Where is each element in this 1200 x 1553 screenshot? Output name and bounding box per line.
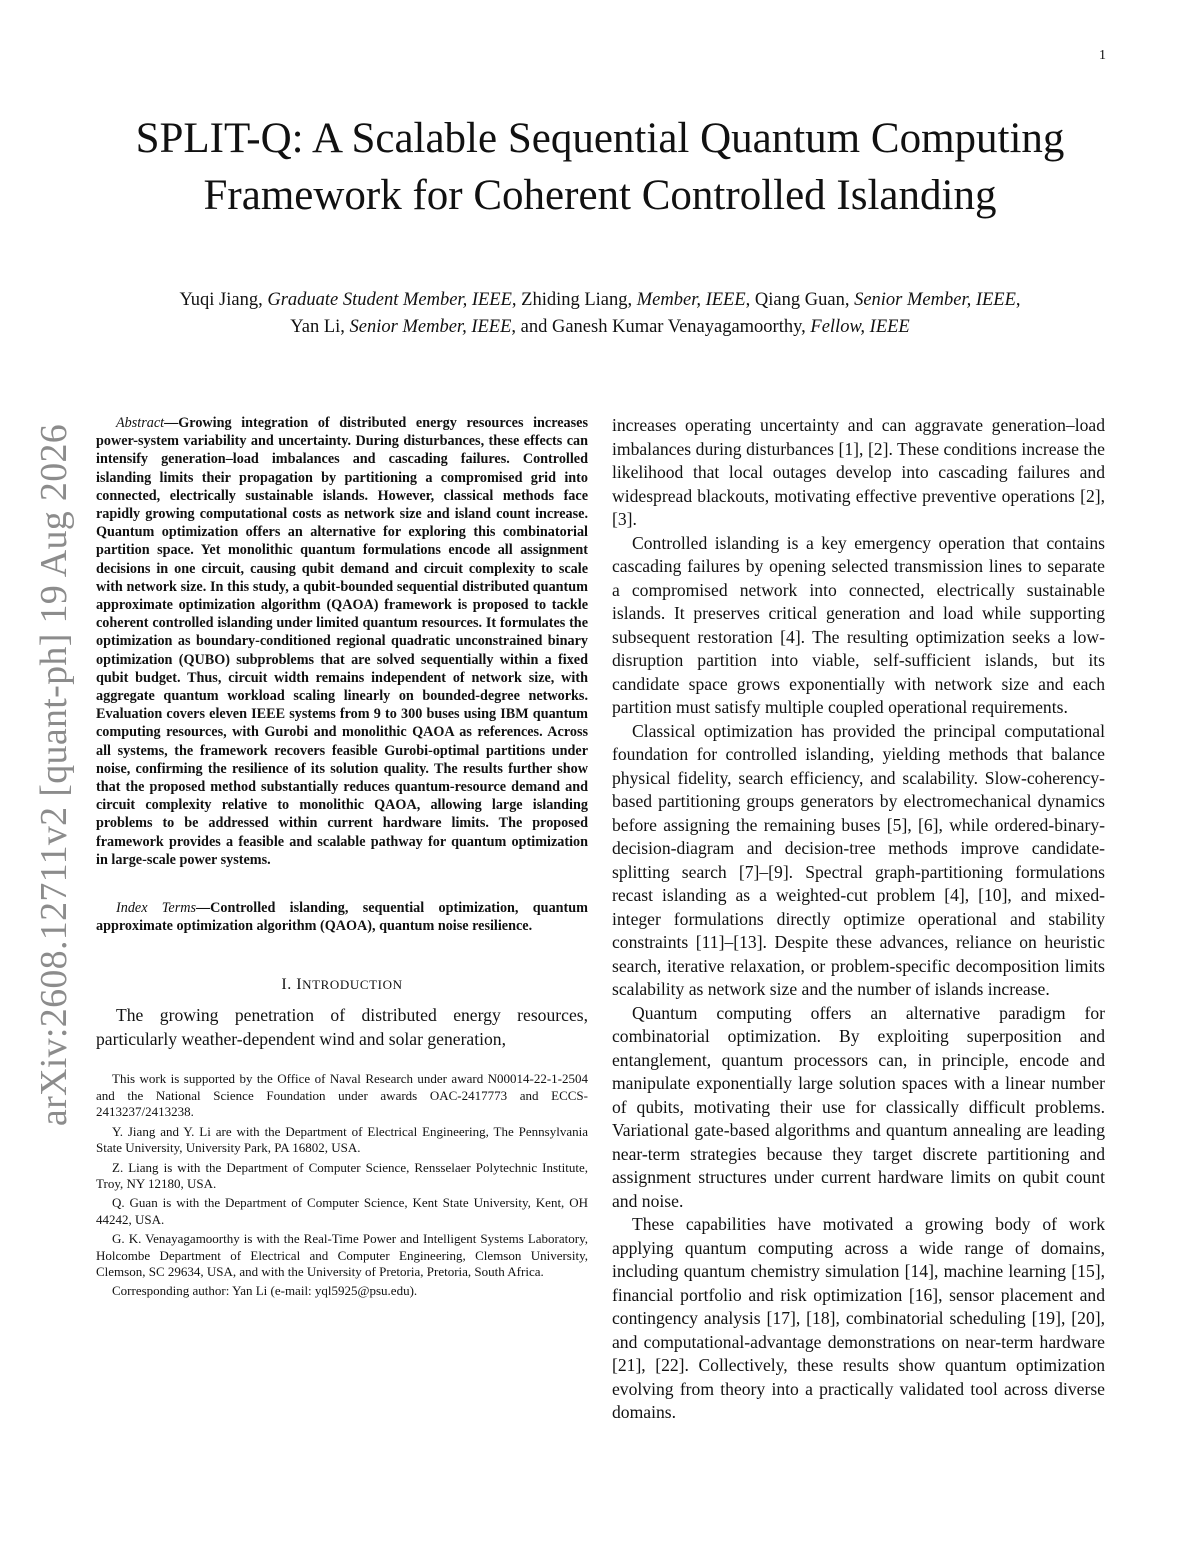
abstract-dash: — bbox=[164, 415, 179, 431]
body-paragraph: Controlled islanding is a key emergency operation that contains cascading failures by opening selected transmission lines to separate a compromised network into connected, electrically sustainable islands. It preserves critical generation and load while supporting subsequent restoration [4]. The resulting optimization seeks a low-disruption partition into viable, self-sufficient islands, but its candidate space grows exponentially with network size and each partition must satisfy multiple coupled operational requirements. bbox=[612, 532, 1105, 717]
author-name: Ganesh Kumar Venayagamoorthy bbox=[551, 317, 802, 337]
body-paragraph: increases operating uncertainty and can aggravate generation–load imbalances during disturbances [1], [2]. These conditions increase the likelihood that local outages develop into cascading failures and widespread blackouts, motivating effective preventive operations [2], [3]. bbox=[612, 415, 1105, 529]
footnote-affiliation: G. K. Venayagamoorthy is with the Real-Time Power and Intelligent Systems Laboratory, Holcombe Department of Electrical and Computer Engineering, Clemson University, Clemson, SC 29634, USA, and with the University of Pretoria, Pretoria, South Africa. bbox=[96, 1231, 588, 1279]
author-name: Zhiding Liang bbox=[521, 290, 628, 310]
body-paragraph: These capabilities have motivated a growing body of work applying quantum computing across a wide range of domains, including quantum chemistry simulation [14], machine learning [15], financial portfolio and risk optimization [16], sensor placement and contingency analysis [17], [18], combinatorial scheduling [19], [20], and computational-advantage demonstrations on near-term hardware [21], [22]. Collectively, these results show quantum optimization evolving from theory into a practically validated tool across diverse domains. bbox=[612, 1214, 1105, 1422]
author-name: Qiang Guan bbox=[754, 290, 845, 310]
author-title: Senior Member, IEEE bbox=[854, 290, 1016, 310]
footnotes bbox=[96, 1071, 588, 1299]
abstract bbox=[96, 414, 588, 869]
section-number: I. bbox=[281, 976, 292, 994]
author-title: Fellow, IEEE bbox=[810, 317, 910, 337]
arxiv-stamp-text: arXiv:2608.12711v2 [quant-ph] 19 Aug 2026 bbox=[33, 423, 76, 1127]
footnote-affiliation: Z. Liang is with the Department of Computer Science, Rensselaer Polytechnic Institute, Troy, NY 12180, USA. bbox=[96, 1159, 588, 1191]
index-terms-lead: Index Terms bbox=[116, 900, 196, 917]
index-terms-text: Controlled islanding, sequential optimization, quantum approximate optimization algorithm (QAOA), quantum noise resilience. bbox=[96, 900, 588, 935]
author-separator: , bbox=[258, 290, 268, 310]
abstract-text: Growing integration of distributed energy resources increases power-system variability and uncertainty. During disturbances, these effects can intensify generation–load imbalances and cascading failures. Controlled islanding limits their propagation by partitioning a compromised grid into connected, electrically sustainable islands. However, classical methods face rapidly growing computational costs as network size and island count increase. Quantum optimization offers an alternative for exploring this combinatorial partition space. Yet monolithic quantum formulations encode all assignment decisions in one circuit, causing qubit demand and circuit complexity to scale with network size. In this study, a qubit-bounded sequential distributed quantum approximate optimization algorithm (QAOA) framework is proposed to tackle coherent controlled islanding under limited quantum resources. It formulates the optimization as boundary-conditioned regional quadratic unconstrained binary optimization (QUBO) subproblems that are solved sequentially within a fixed qubit budget. Thus, circuit width remains independent of network size, with aggregate quantum workload scaling linearly on bounded-degree networks. Evaluation covers eleven IEEE systems from 9 to 300 buses using IBM quantum computing resources, with Gurobi and monolithic QAOA as references. Across all systems, the framework recovers feasible Gurobi-optimal partitions under noise, confirming the resilience of its solution quality. The results further show that the proposed method substantially reduces quantum-resource demand and circuit complexity relative to monolithic QAOA, allowing large islanding problems to be addressed within current hardware limits. The proposed framework provides a feasible and scalable pathway for quantum optimization in large-scale power systems. bbox=[96, 415, 588, 868]
author-separator: , bbox=[511, 290, 522, 310]
footnote-corresponding-author: Corresponding author: Yan Li (e-mail: yql5925@psu.edu). bbox=[112, 1283, 418, 1299]
author-separator: , bbox=[745, 290, 755, 310]
author-separator: , bbox=[844, 290, 855, 310]
abstract-lead: Abstract bbox=[116, 415, 165, 431]
index-terms-dash: — bbox=[195, 900, 211, 917]
intro-paragraph: The growing penetration of distributed energy resources, particularly weather-dependent wind and solar generation, bbox=[96, 1005, 588, 1049]
footnote-funding: This work is supported by the Office of Naval Research under award N00014-22-1-2504 and the National Science Foundation under awards OAC-2417773 and ECCS-2413237/2413238. bbox=[96, 1071, 588, 1120]
paper-title: SPLIT-Q: A Scalable Sequential Quantum Computing Framework for Coherent Controlled Islanding bbox=[135, 115, 1065, 219]
author-separator: , bbox=[801, 317, 811, 337]
author-separator: , bbox=[627, 290, 637, 310]
index-terms bbox=[96, 899, 588, 935]
author-separator: , and bbox=[511, 317, 552, 337]
section-initial: I bbox=[296, 976, 303, 994]
author-separator: , bbox=[340, 317, 350, 337]
author-separator: , bbox=[1015, 290, 1021, 310]
author-list bbox=[90, 287, 1110, 341]
author-name: Yan Li bbox=[290, 317, 341, 337]
author-title: Senior Member, IEEE bbox=[349, 317, 512, 337]
page-number: 1 bbox=[1099, 48, 1106, 63]
section-title-rest: NTRODUCTION bbox=[302, 977, 403, 993]
arxiv-stamp bbox=[18, 405, 90, 1145]
footnote-affiliation: Y. Jiang and Y. Li are with the Department of Electrical Engineering, The Pennsylvania State University, University Park, PA 16802, USA. bbox=[96, 1123, 588, 1156]
body-paragraph: Classical optimization has provided the principal computational foundation for controlled islanding, yielding methods that balance physical fidelity, search efficiency, and scalability. Slow-coherency-based partitioning groups generators by electromechanical dynamics before assigning the remaining buses [5], [6], while ordered-binary-decision-diagram and decision-tree methods improve candidate-splitting search [7]–[9]. Spectral graph-partitioning formulations recast islanding as a weighted-cut problem [4], [10], and mixed-integer formulations directly optimize operational and stability constraints [11]–[13]. Despite these advances, reliance on heuristic search, iterative relaxation, or problem-specific decomposition limits scalability as network size and the number of islands increase. bbox=[612, 720, 1105, 999]
left-column bbox=[96, 414, 588, 1303]
author-name: Yuqi Jiang bbox=[179, 290, 259, 310]
section-heading-introduction bbox=[96, 974, 588, 996]
footnote-affiliation: Q. Guan is with the Department of Computer Science, Kent State University, Kent, OH 44242, USA. bbox=[96, 1195, 588, 1227]
right-column bbox=[612, 414, 1105, 1425]
author-title: Member, IEEE bbox=[636, 290, 746, 310]
body-paragraph: Quantum computing offers an alternative paradigm for combinatorial optimization. By exploiting superposition and entanglement, quantum processors can, in principle, encode and manipulate exponentially large solution spaces with a linear number of qubits, motivating their use for classically difficult problems. Variational gate-based algorithms and quantum annealing are leading near-term strategies because they target discrete partitioning and assignment structures under current hardware limits on qubit count and noise. bbox=[612, 1002, 1105, 1211]
author-title: Graduate Student Member, IEEE bbox=[267, 290, 512, 310]
